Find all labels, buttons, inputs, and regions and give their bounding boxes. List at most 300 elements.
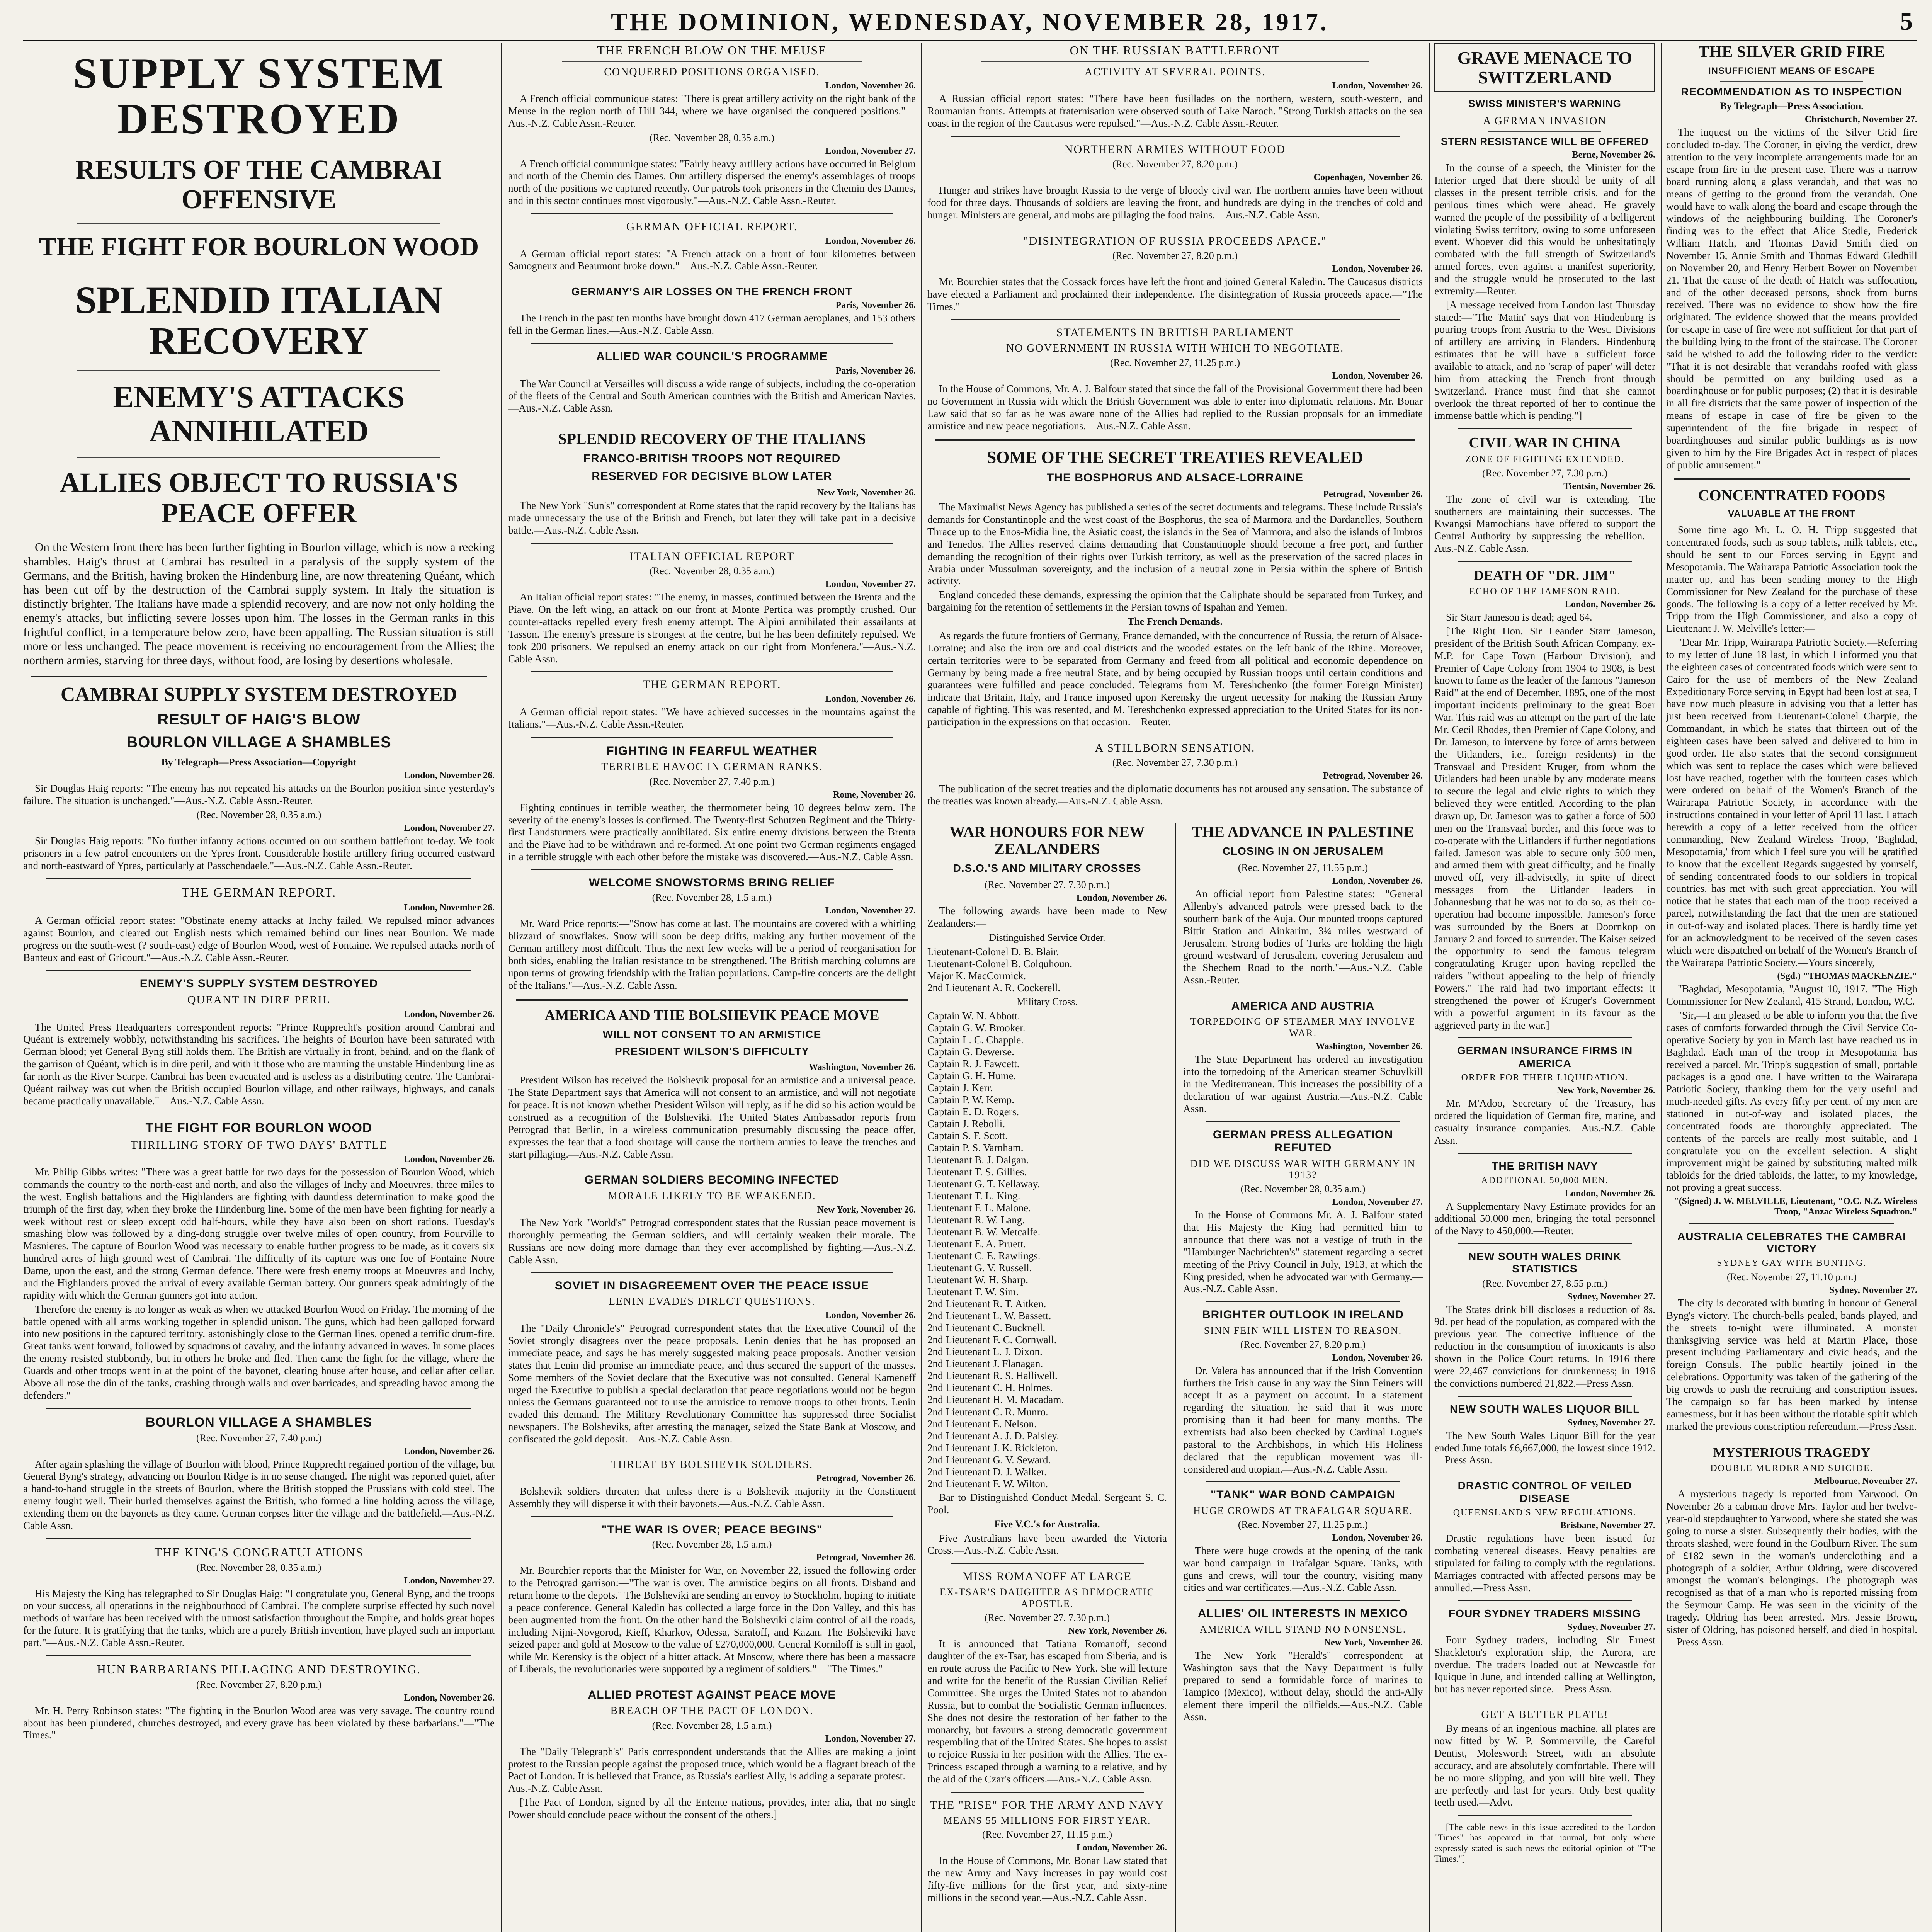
subheading: DOUBLE MURDER AND SUICIDE.: [1710, 1463, 1873, 1473]
received-time: (Rec. November 27, 7.30 p.m.): [1112, 757, 1238, 769]
award-list-item: Captain S. F. Scott.: [927, 1130, 1008, 1142]
dateline: London, November 26.: [1076, 893, 1167, 903]
headline-enemy: ENEMY'S ATTACKS ANNIHILATED: [113, 380, 405, 448]
dateline: Berne, November 26.: [1572, 150, 1655, 160]
heading: FIGHTING IN FEARFUL WEATHER: [606, 743, 818, 758]
received-time: (Rec. November 28, 0.35 a.m.): [196, 1561, 321, 1573]
award-list-item: 2nd Lieutenant D. J. Walker.: [927, 1466, 1047, 1478]
heading: DEATH OF "DR. JIM": [1474, 568, 1616, 583]
award-list-item: Lieutenant W. H. Sharp.: [927, 1274, 1028, 1286]
paragraph: The following awards have been made to New Zealanders:—: [927, 905, 1167, 929]
heading: THE ADVANCE IN PALESTINE: [1192, 823, 1414, 841]
award-list-item: 2nd Lieutenant J. K. Rickleton.: [927, 1442, 1058, 1454]
column-1: [23, 43, 495, 1932]
heading: AMERICA AND AUSTRIA: [1231, 999, 1375, 1012]
divider: [951, 1563, 1144, 1564]
award-list-item: 2nd Lieutenant F. C. Cornwall.: [927, 1334, 1057, 1346]
dateline: London, November 27.: [1332, 1197, 1423, 1208]
heading: CAMBRAI SUPPLY SYSTEM DESTROYED: [60, 683, 457, 706]
award-list-item: Captain W. N. Abbott.: [927, 1010, 1020, 1022]
heading: THE FIGHT FOR BOURLON WOOD: [145, 1120, 372, 1135]
dateline: London, November 26.: [1332, 1532, 1423, 1543]
heading: THE FRENCH BLOW ON THE MEUSE: [597, 43, 827, 57]
paragraph: Four Sydney traders, including Sir Ernest Shackleton's exploration ship, the Aurora, are overdue. The traders loaded out at Newcastle for Iquique in June, and intended calling at Wellington, but has never reported since.—Press Assn.: [1434, 1634, 1655, 1695]
heading: FOUR SYDNEY TRADERS MISSING: [1449, 1607, 1641, 1619]
divider: [1674, 478, 1910, 480]
divider: [1458, 561, 1632, 562]
paragraph: The New York "World's" Petrograd correspondent states that the Russian peace movement is thoroughly permeating the German soldiers, and will certainly weaken their morale. The Russians are now doing more damage than they ever accomplished by fighting.—Aus.-N.Z. Cable Assn.: [508, 1217, 916, 1265]
paragraph: His Majesty the King has telegraphed to Sir Douglas Haig: "I congratulate you, General Byng, and the troops on your success, all operations in the neighbourhood of Cambrai. The complete surprise effected by such novel methods of warfare has been received with the utmost satisfaction throughout the Empire, and holds great hopes for the future. It is gratifying that the tanks, which are a purely British invention, have played such an important part."—Aus.-N.Z. Cable Assn.-Reuter.: [23, 1587, 495, 1648]
heading: THE SILVER GRID FIRE: [1698, 43, 1885, 61]
received-time: (Rec. November 27, 11.55 p.m.): [1238, 862, 1368, 874]
credit: By Telegraph—Press Association.: [1720, 100, 1864, 112]
paragraph: Dr. Valera has announced that if the Irish Convention furthers the Irish cause in any way the Sinn Feiners will accept it as a payment on account. In a statement regarding the situation, he said that it was more promising than it had been for many months. The extremists had also been checked by Cardinal Logue's pastoral to the Archbishops, in which His Holiness declared that the republican movement was ill-considered and utopian.—Aus.-N.Z. Cable Assn.: [1183, 1364, 1423, 1475]
award-list-item: Captain P. W. Kemp.: [927, 1094, 1015, 1106]
dateline: London, November 26.: [404, 903, 495, 913]
divider: [935, 815, 1415, 816]
received-time: (Rec. November 28, 1.5 a.m.): [652, 1719, 772, 1731]
divider: [1458, 1396, 1632, 1397]
divider: [516, 422, 908, 423]
dateline: Paris, November 26.: [835, 366, 916, 376]
heading: AMERICA AND THE BOLSHEVIK PEACE MOVE: [544, 1007, 879, 1024]
subcolumn-left: [927, 823, 1167, 1906]
dateline: Washington, November 26.: [809, 1062, 916, 1073]
headline-supply-system: SUPPLY SYSTEM DESTROYED: [73, 49, 445, 143]
heading: CIVIL WAR IN CHINA: [1469, 435, 1621, 451]
paragraph: Sir Douglas Haig reports: "The enemy has not repeated his attacks on the Bourlon position since yesterday's failure. The situation is unchanged."—Aus.-N.Z. Cable Assn.-Reuter.: [23, 782, 495, 806]
paragraph: An Italian official report states: "The enemy, in masses, continued between the Brenta and the Piave. On the left wing, an attack on our front at Monte Pertica was promptly crushed. Our counter-attacks repelled every fresh enemy attempt. The Alpini annihilated their assailants at Tasson. The enemy's pressure is strongest at the centre, but he has been definitely repulsed. We took 200 prisoners. We repulsed an enemy attack on our right from Monfenera."—Aus.-N.Z. Cable Assn.: [508, 591, 916, 665]
paragraph: The New York "Sun's" correspondent at Rome states that the rapid recovery by the Italians has made unnecessary the use of the British and French, but later they will take part in a decisive battle.—Aus.-N.Z. Cable Assn.: [508, 500, 916, 536]
dateline: Sydney, November 27.: [1567, 1622, 1655, 1632]
received-time: (Rec. November 28, 1.5 a.m.): [652, 1539, 772, 1550]
divider: [951, 136, 1400, 137]
paragraph: It is announced that Tatiana Romanoff, second daughter of the ex-Tsar, has escaped from Siberia, and is en route across the Pacific to New York. She will lecture and write for the benefit of the Russian Civilian Relief Committee. She urges the United States not to abandon Russia, but to combat the Socialistic German influences. She does not desire the restoration of her father to the monarchy, but favours a strong democratic government respembling that of the United States. She hopes to assist to rejoice Russia in her position with the Allies. The ex-Princess escaped through a warning to a relative, and by the aid of the Czar's officers.—Aus.-N.Z. Cable Assn.: [927, 1638, 1167, 1785]
received-time: (Rec. November 27, 7.30 p.m.): [1482, 467, 1608, 479]
paragraph: The French in the past ten months have brought down 417 German aeroplanes, and 153 others fell in the German lines.—Aus.-N.Z. Cable Assn.: [508, 312, 916, 337]
divider: [531, 869, 893, 870]
received-time: (Rec. November 28, 0.35 a.m.): [650, 132, 774, 143]
award-list-item: Lieutenant C. E. Rawlings.: [927, 1250, 1041, 1262]
subheading: EX-TSAR'S DAUGHTER AS DEMOCRATIC APOSTLE.: [939, 1586, 1155, 1609]
dateline: London, November 26.: [825, 1310, 916, 1321]
dateline: London, November 26.: [825, 80, 916, 91]
dateline: London, November 27.: [404, 1575, 495, 1586]
masthead: [23, 5, 1917, 41]
dateline: London, November 26.: [825, 236, 916, 246]
received-time: (Rec. November 28, 1.5 a.m.): [652, 892, 772, 903]
subheading: ADDITIONAL 50,000 MEN.: [1481, 1175, 1609, 1185]
award-list-item: Lieutenant E. A. Pruett.: [927, 1238, 1026, 1250]
heading: CONCENTRATED FOODS: [1698, 486, 1886, 504]
divider: [1206, 1301, 1400, 1302]
heading: THE "RISE" FOR THE ARMY AND NAVY: [930, 1798, 1165, 1811]
dateline: Petrograd, November 26.: [1323, 771, 1423, 781]
advertisement-heading: GET A BETTER PLATE!: [1481, 1709, 1609, 1721]
headline-peace-offer: ALLIES OBJECT TO RUSSIA'S PEACE OFFER: [60, 467, 458, 529]
subheading: RESERVED FOR DECISIVE BLOW LATER: [592, 470, 832, 483]
paragraph: In the House of Commons, Mr. A. J. Balfour stated that since the fall of the Provisional Government there had been no Government in Russia with which the British Government was able to enter into diplomatic relations. Mr. Bonar Law said that so far as he was aware none of the Allies had replied to the Russian proposals for an immediate armistice and new peace negotiations.—Aus.-N.Z. Cable Assn.: [927, 383, 1423, 432]
award-list-item: 2nd Lieutenant J. Flanagan.: [927, 1358, 1043, 1370]
paragraph: Some time ago Mr. L. O. H. Tripp suggested that concentrated foods, such as soup tablets, milk tablets, etc., should be sent to our Forces serving in Egypt and Mesopotamia. The Wairarapa Patriotic Association took the matter up, and has been sending money to the High Commissioner for New Zealand for the purchase of these goods. The following is a copy of a letter received by Mr. Tripp from the High Commissioner, and also a copy of Lieutenant J. W. Melville's letter:—: [1666, 524, 1917, 634]
paragraph: A Russian official report states: "There have been fusillades on the northern, western, south-western, and Roumanian fronts. Attempts at fraternisation were observed south of Lake Naroch. "Strong Turkish attacks on the sea coast in the region of the Caucasus were repulsed."—Aus.-N.Z. Cable Assn.-Reuter.: [927, 92, 1423, 129]
award-list-item: Major K. MacCormick.: [927, 969, 1026, 981]
heading: GERMAN PRESS ALLEGATION REFUTED: [1213, 1128, 1393, 1155]
paragraph: The "Daily Telegraph's" Paris correspondent understands that the Allies are making a joint protest to the Russian people against the proposed truce, which would be a flagrant breach of the Pact of London. It is believed that France, as Russia's earliest Ally, is adding a separate protest.—Aus.-N.Z. Cable Assn.: [508, 1745, 916, 1794]
divider: [1458, 428, 1632, 429]
paragraph: The War Council at Versailles will discuss a wide range of subjects, including the co-operation of the fleets of the Central and South American countries with the British and American Navies.—Aus.-N.Z. Cable Assn.: [508, 378, 916, 414]
column-2: [508, 43, 916, 1932]
heading: ALLIED PROTEST AGAINST PEACE MOVE: [588, 1688, 836, 1701]
received-time: (Rec. November 27, 11.25 p.m.): [1238, 1519, 1368, 1530]
signature: (Sgd.) "THOMAS MACKENZIE.": [1777, 971, 1917, 981]
divider: [77, 223, 440, 224]
subheading: PRESIDENT WILSON'S DIFFICULTY: [614, 1045, 810, 1058]
received-time: (Rec. November 27, 7.30 p.m.): [984, 1612, 1110, 1623]
subheading: MEANS 55 MILLIONS FOR FIRST YEAR.: [943, 1815, 1151, 1827]
dateline: New York, November 26.: [1068, 1626, 1167, 1636]
subheading: AMERICA WILL STAND NO NONSENSE.: [1199, 1623, 1406, 1635]
subheading: RECOMMENDATION AS TO INSPECTION: [1681, 86, 1903, 98]
received-time: (Rec. November 27, 7.30 p.m.): [984, 879, 1110, 891]
heading: ALLIED WAR COUNCIL'S PROGRAMME: [596, 350, 828, 363]
subheading: QUEENSLAND'S NEW REGULATIONS.: [1453, 1507, 1637, 1518]
masthead-title: THE DOMINION, WEDNESDAY, NOVEMBER 28, 1917.: [611, 8, 1329, 36]
divider: [951, 319, 1400, 320]
award-list-item: Lieutenant-Colonel D. B. Blair.: [927, 946, 1059, 957]
award-list-item: 2nd Lieutenant R. T. Aitken.: [927, 1298, 1046, 1310]
award-list-item: 2nd Lieutenant C. Bucknell.: [927, 1322, 1046, 1334]
heading: THE GERMAN REPORT.: [643, 678, 781, 691]
divider: [981, 61, 1369, 62]
divider: [562, 61, 862, 62]
award-list-item: 2nd Lieutenant A. J. D. Paisley.: [927, 1430, 1059, 1442]
dateline: London, November 26.: [404, 770, 495, 781]
dateline: Sydney, November 27.: [1829, 1285, 1917, 1295]
award-list-item: 2nd Lieutenant R. S. Halliwell.: [927, 1370, 1058, 1382]
column-3: [927, 43, 1423, 1932]
paragraph: The New South Wales Liquor Bill for the year ended June totals £6,667,000, the lowest since 1912.—Press Assn.: [1434, 1429, 1655, 1466]
subheading: BREACH OF THE PACT OF LONDON.: [610, 1705, 814, 1717]
divider: [1206, 1121, 1400, 1122]
divider: [1458, 1153, 1632, 1154]
paragraph: The New York "Herald's" correspondent at Washington says that the Navy Department is fully prepared to send a formidable force of marines to Tampico (Mexico), without delay, should the anti-Ally element there imperil the oilfields.—Aus.-N.Z. Cable Assn.: [1183, 1649, 1423, 1723]
heading: ITALIAN OFFICIAL REPORT: [629, 549, 795, 563]
dateline: Petrograd, November 26.: [816, 1473, 916, 1483]
dateline: London, November 26.: [404, 1009, 495, 1019]
paragraph: England conceded these demands, expressing the opinion that the Caliphate should be separated from Turkey, and bargaining for the retention of settlements in the Persian towns of Ispahan and Yemen.: [927, 589, 1423, 613]
dateline: London, November 26.: [404, 1692, 495, 1703]
received-time: (Rec. November 27, 8.20 p.m.): [196, 1679, 322, 1690]
dateline: London, November 27.: [825, 1733, 916, 1744]
dateline: New York, November 26.: [1324, 1637, 1423, 1648]
subheading: INSUFFICIENT MEANS OF ESCAPE: [1708, 66, 1876, 77]
subheading: D.S.O.'S AND MILITARY CROSSES: [953, 862, 1141, 874]
paragraph: Bar to Distinguished Conduct Medal. Sergeant S. C. Pool.: [927, 1491, 1167, 1515]
award-list-item: Captain R. J. Fawcett.: [927, 1058, 1020, 1070]
heading: STATEMENTS IN BRITISH PARLIAMENT: [1056, 326, 1294, 339]
heading: "THE WAR IS OVER; PEACE BEGINS": [601, 1523, 823, 1536]
split-columns: [927, 823, 1423, 1932]
heading: WAR HONOURS FOR NEW ZEALANDERS: [949, 823, 1145, 858]
advertisement: By means of an ingenious machine, all plates are now fitted by W. P. Sommerville, the Careful Dentist, Molesworth Street, with an absolute accuracy, and are absolutely comfortable. There will be no more slipping, and you will bite well. They are perfectly and last for years. Only best quality teeth used.—Advt.: [1434, 1723, 1655, 1808]
dateline: London, November 26.: [1332, 80, 1423, 91]
paragraph: Sir Starr Jameson is dead; aged 64.: [1446, 611, 1592, 623]
award-list-item: Lieutenant B. W. Metcalfe.: [927, 1226, 1041, 1238]
dateline: Petrograd, November 26.: [816, 1553, 916, 1563]
heading: GERMAN INSURANCE FIRMS IN AMERICA: [1457, 1044, 1633, 1069]
award-list-item: Lieutenant G. T. Kellaway.: [927, 1178, 1040, 1190]
heading: MYSTERIOUS TRAGEDY: [1713, 1446, 1871, 1460]
received-time: (Rec. November 27, 7.40 p.m.): [196, 1432, 322, 1444]
subheading: CONQUERED POSITIONS ORGANISED.: [604, 66, 820, 78]
paragraph: Mr. Ward Price reports:—"Snow has come at last. The mountains are covered with a whirling blizzard of snowflakes. Snow will soon be deep drifts, making any further movement of the German artillery most difficult. Thus the next few weeks will be a period of reorganisation for both sides, enabling the Italian resistance to be strengthened. The British marching columns are upon terms of growing friendship with the Italian populations. Camp-fire concerts are the delight of the Italians."—Aus.-N.Z. Cable Assn.: [508, 918, 916, 991]
subheading: VALUABLE AT THE FRONT: [1728, 509, 1855, 519]
heading: WELCOME SNOWSTORMS BRING RELIEF: [588, 876, 835, 889]
divider: [46, 878, 471, 879]
heading: SOME OF THE SECRET TREATIES REVEALED: [986, 447, 1364, 467]
divider: [516, 999, 908, 1001]
heading: SOVIET IN DISAGREEMENT OVER THE PEACE ISSUE: [554, 1279, 869, 1292]
signature: "(Signed) J. W. MELVILLE, Lieutenant, "O.C. N.Z. Wireless Troop, "Anzac Wireless Squadron.": [1673, 1196, 1917, 1217]
credit: By Telegraph—Press Association—Copyright: [161, 756, 357, 768]
paragraph: A French official communique states: "There is great artillery activity on the right bank of the Meuse in the region north of Hill 344, where we have organised the conquered positions."—Aus.-N.Z. Cable Assn.-Reuter.: [508, 92, 916, 129]
paragraph: An official report from Palestine states:—"General Allenby's advanced patrols were pressed back to the southern bank of the Auja. Our mounted troops captured Bittir Station and Ainkarim, 3¼ miles westward of Jerusalem. Strong bodies of Turks are holding the high ground westward of Jerusalem, covering Jerusalem and the Shechem Road to the north."—Aus.-N.Z. Cable Assn.-Reuter.: [1183, 888, 1423, 986]
award-list-item: 2nd Lieutenant E. Nelson.: [927, 1418, 1037, 1430]
received-time: (Rec. November 27, 8.20 p.m.): [1240, 1338, 1366, 1350]
paragraph: A Supplementary Navy Estimate provides for an additional 50,000 men, bringing the total personnel of the Navy to 450,000.—Reuter.: [1434, 1200, 1655, 1237]
received-time: (Rec. November 28, 0.35 a.m.): [196, 809, 321, 821]
paragraph: Sir Douglas Haig reports: "No further infantry actions occurred on our southern battlefront to-day. We took prisoners in a few patrol encounters on the Ypres front. Considerable hostile artillery firing occurred eastward and north-eastward of Ypres, particularly at Passchendaele."—Aus.-N.Z. Cable Assn.-Reuter.: [23, 835, 495, 872]
award-list-item: Captain P. S. Varnham.: [927, 1142, 1024, 1154]
dateline: Washington, November 26.: [1316, 1041, 1423, 1052]
paragraph: "Baghdad, Mesopotamia, "August 10, 1917. "The High Commissioner for New Zealand, 415 Strand, London, W.C.: [1666, 983, 1917, 1007]
award-list-item: Lieutenant T. S. Gillies.: [927, 1166, 1027, 1178]
received-time: (Rec. November 27, 8.55 p.m.): [1482, 1277, 1608, 1289]
paragraph: Mr. Bourchier states that the Cossack forces have left the front and joined General Kaledin. The Caucasus districts have elected a Parliament and proclaimed their independence. The disintegration of Russia proceeds apace.—"The Times.": [927, 276, 1423, 312]
dateline: London, November 27.: [825, 579, 916, 590]
award-list-item: Lieutenant G. V. Russell.: [927, 1262, 1032, 1274]
dateline: London, November 26.: [825, 694, 916, 704]
paragraph: Hunger and strikes have brought Russia to the verge of bloody civil war. The northern armies have been without food for three days. Thousands of soldiers are leaving the front, and hundreds are dying in the trenches of cold and hunger. Ministers are general, and mobs are pillaging the food trains.—Aus.-N.Z. Cable Assn.: [927, 184, 1423, 221]
subheading: ECHO OF THE JAMESON RAID.: [1469, 586, 1621, 597]
award-list-item: 2nd Lieutenant A. R. Cockerell.: [927, 981, 1061, 993]
received-time: (Rec. November 27, 11.25 p.m.): [1110, 357, 1240, 369]
dateline: New York, November 26.: [817, 488, 916, 498]
paragraph: The Maximalist News Agency has published a series of the secret documents and telegrams. These include Russia's demands for Constantinople and the west coast of the Bosphorus, the sea of Marmora and the Dardanelles, Southern Thrace up to the Enos-Midia line, the Asiatic coast, the islands in the Sea of Marmora, and also the islands of Imbros and Tenedos. The Allies reserved claims demanding that Constantinople should become a free port, and further demanding the recognition of their rights over Turkish territory, as well as the preservation of the sacred places in Arabia under Mussulman sovereignty, and the inclusion of a neutral zone in Persia within the sphere of British activity.: [927, 501, 1423, 587]
dateline: Tientsin, November 26.: [1563, 481, 1655, 492]
paragraph: "Sir,—I am pleased to be able to inform you that the five cases of comforts forwarded through the Civil Service Co-operative Society by you in March last have reached us in Baghdad. Each man of the troop in Mesopotamia has received a parcel. Mr. Tripp's suggestion of small, portable packages is a good one. I have written to the Wairarapa Patriotic Society, thanking them for the very useful and much-needed gifts. As every fifty per cent. of my men are stationed in out-of-way and isolated places, the concentrated foods are thoroughly appreciated. The contents of the parcels are really most suitable, and I congratulate you on the excellent selection. A slight improvement might be gained by substituting malted milk tabloids for the dried tabloids, the latter, to my knowledge, not proving a great success.: [1666, 1009, 1917, 1194]
paragraph: [The Right Hon. Sir Leander Starr Jameson, president of the British South African Company, ex-M.P. for Cape Town (Harbour Division), and Premier of Cape Colony from 1904 to 1908, is best known to fame as the leader of the famous "Jameson Raid" at the end of December, 1895, one of the most important incidents preliminary to the great Boer War. This raid was an attempt on the part of the late Mr. Cecil Rhodes, then Premier of Cape Colony, and Dr. Jameson, to intervene by force of arms between the Uitlanders, i.e., foreign residents) in the Transvaal and President Kruger, from whom the Uitlanders had been unable by any moderate means to secure the legal and civic rights to which they believed they were entitled. According to the plan drawn up, Dr. Jameson was to gather a force of 500 men on the Transvaal border, and this force was to co-operate with the Uitlanders if further negotiations failed. Jameson was able to secure only 500 men, and armed them with great difficulty; and he finally moved off, very ill-advisedly, in spite of direct messages from the Uitlander leaders in Johannesburg that he was not to do so, as their co-operation had become impossible. Jameson's force was surrounded by the Boers at Doornkop on January 2 and forced to surrender. The Kaiser seized the opportunity to send the famous telegram congratulating Kruger upon having repelled the raiders "without appealing to the help of friendly Powers." The raid had two important effects: it strengthened the power of Kruger's Government with a powerful argument in its favour as the aggrieved party in the war.]: [1434, 625, 1655, 1031]
divider: [1206, 1481, 1400, 1482]
award-list-item: Captain E. D. Rogers.: [927, 1106, 1019, 1118]
subheading: SINN FEIN WILL LISTEN TO REASON.: [1204, 1325, 1402, 1336]
award-list-item: Captain G. W. Brooker.: [927, 1022, 1026, 1034]
paragraph: Mr. H. Perry Robinson states: "The fighting in the Bourlon Wood area was very savage. The country round about has been plundered, churches destroyed, and every grave has been violated by these barbarians."—"The Times.": [23, 1704, 495, 1741]
paragraph: There were huge crowds at the opening of the tank war bond campaign in Trafalgar Square. Tanks, with guns and crews, will tour the country, visiting many cities and war certificates.—Aus.-N.Z. Cable Assn.: [1183, 1544, 1423, 1594]
paragraph: A German official report states: "We have achieved successes in the mountains against the Italians."—Aus.-N.Z. Cable Assn.-Reuter.: [508, 706, 916, 730]
award-list-item: 2nd Lieutenant L. W. Bassett.: [927, 1310, 1051, 1322]
paragraph: The United Press Headquarters correspondent reports: "Prince Rupprecht's position around Cambrai and Quéant is extremely wobbly, notwithstanding his sacrifices. The heights of Bourlon have been saturated with German blood; yet General Byng still holds them. The British are virtually in front, behind, and on the flank of the garrison of Quéant, which is in dire peril, and with it those who are manning the unstable Hindenburg line as far north as the River Scarpe. Cambrai has been evacuated and is useless as a distributing centre. The Cambrai-Quéant railway was cut when the British occupied Bourlon village, and other railways, highways, and canals became practically unavailable."—Aus.-N.Z. Cable Assn.: [23, 1021, 495, 1107]
dateline: New York, November 26.: [817, 1205, 916, 1215]
paragraph: The "Daily Chronicle's" Petrograd correspondent states that the Executive Council of the Soviet strongly disagrees over the peace proposals. Lenin denies that he has proposed an immediate peace, and says he has merely suggested making peace proposals. Another version states that Lenin did promise an immediate peace, and thus secured the support of the masses. Some members of the Soviet declare that the Executive was not consulted. General Kameneff urged the Executive to publish a special declaration that peace negotiations would not be begun unless the Germans guaranteed not to use the armistice to remove troops to other fronts. Lenin evaded this demand. The Military Revolutionary Committee has suppressed three Socialist newspapers. The Bolsheviks, after arresting the manager, seized the State Bank at Moscow, and confiscated the gold deposit.—Aus.-N.Z. Cable Assn.: [508, 1322, 916, 1445]
divider: [1206, 1600, 1400, 1601]
subheading: THRILLING STORY OF TWO DAYS' BATTLE: [130, 1138, 388, 1151]
dateline: London, November 27.: [825, 906, 916, 916]
dateline: London, November 26.: [404, 1154, 495, 1165]
heading: A STILLBORN SENSATION.: [1095, 741, 1255, 754]
headline-cambrai: RESULTS OF THE CAMBRAI OFFENSIVE: [75, 155, 442, 215]
section-heading: The French Demands.: [1128, 616, 1223, 627]
divider: [531, 1272, 893, 1273]
paragraph: [A message received from London last Thursday stated:—"The 'Matin' says that von Hindenburg is pouring troops from Austria to the West. Divisions of artillery are arriving in Flanders. Hindenburg estimates that he will have a sufficient force available to attack, and no 'scrap of paper' will deter him from attacking the French front through Switzerland. France must find that she cannot overlook the threat reported of her to continue the immense battle which is pending."]: [1434, 299, 1655, 422]
received-time: (Rec. November 27, 7.40 p.m.): [649, 776, 775, 787]
dateline: Copenhagen, November 26.: [1313, 172, 1423, 183]
paragraph: In the course of a speech, the Minister for the Interior urged that there should be unity of all classes in the present terrible crisis, and for the perilous times which were ahead. He gravely warned the people of the possibility of a belligerent violating Swiss territory, owing to some unforeseen event. Whoever did this would be unhesitatingly combated with the full strength of Switzerland's armed forces, even against a manifest superiority, and the struggle would be prosecuted to the last extremity.—Reuter.: [1434, 162, 1655, 297]
divider: [531, 737, 893, 738]
paragraph: The city is decorated with bunting in honour of General Byng's victory. The church-bells pealed, bands played, and the streets to-night were illuminated. A monster thanksgiving service was held at Martin Place, those present including Parliamentary and civic heads, and the foreign Consuls. The public heartily joined in the celebrations. Opportunity was taken of the gathering of the big crowds to push the recruiting and conscription issues. The campaign so far has been marked by intense earnestness, but it has been without the riotable spirit which marked the previous conscription referendum.—Press Assn.: [1666, 1297, 1917, 1432]
award-list-item: Captain J. Rebolli.: [927, 1118, 1005, 1130]
award-list-item: Lieutenant F. L. Malone.: [927, 1202, 1031, 1214]
received-time: (Rec. November 28, 0.35 a.m.): [1240, 1183, 1366, 1195]
award-list-item: Lieutenant T. L. King.: [927, 1190, 1020, 1202]
dateline: Paris, November 26.: [835, 300, 916, 311]
paragraph: After again splashing the village of Bourlon with blood, Prince Rupprecht regained portion of the village, but General Byng's strategy, advancing on Bourlon Ridge is in no sense changed. The night was reported quiet, after a hand-to-hand struggle in the streets of Bourlon, where the British stopped the Prussians with cold steel. The enemy fought well. Their hurled themselves against the British, who formed a line holding across the village, extending them on the bayonets as they came. German corpses litter the village and the battlefield.—Aus.-N.Z. Cable Assn.: [23, 1458, 495, 1531]
dateline: Melbourne, November 27.: [1814, 1476, 1917, 1486]
award-list-item: Captain G. H. Hume.: [927, 1070, 1016, 1082]
received-time: (Rec. November 27, 8.20 p.m.): [1112, 158, 1238, 170]
heading: GERMANY'S AIR LOSSES ON THE FRENCH FRONT: [571, 286, 852, 298]
heading: NORTHERN ARMIES WITHOUT FOOD: [1064, 143, 1286, 156]
paragraph: The inquest on the victims of the Silver Grid fire concluded to-day. The Coroner, in giving the verdict, drew attention to the very incomplete arrangements made for an escape from fire in the present case. There was a narrow board running along a glass verandah, and that was no means of getting to the ground from the verandah. One would have to walk along the board and escape through the windows of the neighbouring building. The Coroner's finding was to the effect that Alice Stedle, Frederick William Hatch, and Thomas David Smith died on November 15, Annie Smith and Thomas Edward Gledhill on November 20, and Henry Herbert Bower on November 21. That the cause of the death of Hatch was suffocation, and of the other deceased persons, shock from burns received. There was no evidence to show how the fire originated. The evidence showed that the means provided for escape in case of fire were not sufficient for that part of the building lying to the front of the staircase. The Coroner said he wished to add the following rider to the verdict: "That it is not desirable that verandahs roofed with glass should be permitted on any building used as a boardinghouse or for public purposes; (2) that it is desirable in all fire districts that the same power of inspection of the means of escape in case of fire be given to the superintendent of the fire brigade in respect of boardinghouses and similar public buildings as is now given to him by the Fire Brigades Act in respect of places of public amusement.": [1666, 126, 1917, 471]
heading: "TANK" WAR BOND CAMPAIGN: [1211, 1488, 1395, 1502]
editorial-note: [The cable news in this issue accredited to the London "Times" has appeared in that journal, but only where expressly stated is such news the editorial opinion of "The Times."]: [1434, 1822, 1655, 1864]
column-5: [1434, 43, 1655, 1932]
divider: [1458, 1037, 1632, 1038]
mc-list: [927, 1010, 1167, 1490]
award-list-item: 2nd Lieutenant C. H. Holmes.: [927, 1382, 1053, 1394]
award-list-item: 2nd Lieutenant G. V. Seward.: [927, 1454, 1051, 1466]
heading: ON THE RUSSIAN BATTLEFRONT: [1070, 43, 1281, 57]
award-list-item: Captain L. C. Chapple.: [927, 1034, 1024, 1046]
divider: [77, 457, 440, 458]
divider: [935, 439, 1415, 441]
received-time: (Rec. November 27, 11.15 p.m.): [982, 1829, 1112, 1840]
award-list-item: Lieutenant B. J. Dalgan.: [927, 1154, 1029, 1166]
boxed-article: [1434, 43, 1655, 92]
divider: [77, 370, 440, 371]
heading: HUN BARBARIANS PILLAGING AND DESTROYING.: [97, 1662, 421, 1676]
heading: BRIGHTER OUTLOOK IN IRELAND: [1202, 1308, 1404, 1321]
dateline: London, November 26.: [1332, 264, 1423, 274]
heading: MISS ROMANOFF AT LARGE: [963, 1570, 1132, 1583]
paragraph: Mr. Bourchier reports that the Minister for War, on November 22, issued the following order to the Petrograd garrison:—"The war is over. The armistice begins on all fronts. Disband and return home to the depots." The Bolsheviki are sending an envoy to Stockholm, hoping to initiate a peace conference. General Kaledin has collected a large force in the Don Valley, and this has been augmented from the front. On the other hand the Bolsheviki claim control of all the roads, including Nijni-Novgorod, Kieff, Kharkov, Odessa, Saratoff, and Kazan. The Bolsheviki have seized paper and gold at Moscow to the value of £270,000,000. General Korniloff is still in gaol, while Mr. Kerensky is the object of a bitter attack. At Moscow, where there has been a massacre of Liberals, the revolutionaries were supported by a regiment of soldiers."—"The Times.": [508, 1565, 916, 1675]
award-list-item: 2nd Lieutenant C. R. Munro.: [927, 1406, 1048, 1418]
dateline: London, November 27.: [825, 146, 916, 156]
divider: [1488, 131, 1601, 132]
divider: [46, 1655, 471, 1656]
heading: GRAVE MENACE TO SWITZERLAND: [1457, 48, 1633, 87]
subheading: CLOSING IN ON JERUSALEM: [1222, 845, 1384, 857]
heading: GERMAN SOLDIERS BECOMING INFECTED: [584, 1173, 840, 1187]
subheading: TORPEDOING OF STEAMER MAY INVOLVE WAR.: [1190, 1016, 1416, 1039]
subheading: DID WE DISCUSS WAR WITH GERMANY IN 1913?: [1190, 1158, 1416, 1181]
paragraph: President Wilson has received the Bolshevik proposal for an armistice and a universal peace. The State Department says that America will not consent to an armistice, and will not negotiate for peace. It is not known whether President Wilson will reply, as if he did so his action would be construed as a recognition of the Bolsheviki. The United States Ambassador reports from Petrograd that Berlin, in a wireless communication presumably discussing the peace offer, expresses the fear that a food shortage will cause the northern armies to leave the trenches and start pillaging.—Aus.-N.Z. Cable Assn.: [508, 1074, 916, 1160]
award-list-item: Lieutenant-Colonel B. Colquhoun.: [927, 957, 1072, 969]
dso-list: [927, 946, 1167, 994]
dateline: Sydney, November 27.: [1567, 1291, 1655, 1302]
dateline: Rome, November 26.: [833, 789, 916, 800]
divider: [1458, 1243, 1632, 1244]
dateline: Sydney, November 27.: [1567, 1417, 1655, 1428]
headline-italian: SPLENDID ITALIAN RECOVERY: [75, 278, 443, 362]
paragraph: The State Department has ordered an investigation into the torpedoing of the American steamer Schuylkill in the Mediterranean. This increases the possibility of a declaration of war against Austria.—Aus.-N.Z. Cable Assn.: [1183, 1053, 1423, 1114]
heading: NEW SOUTH WALES LIQUOR BILL: [1449, 1403, 1640, 1415]
paragraph: A German official report states: "Obstinate enemy attacks at Inchy failed. We repulsed minor advances against Bourlon, and cleared out English nests which remained behind our lines near Bourlon. We made progress on the south-west (? south-east) edge of Bourlon Wood, west of Fontaine. We repulsed attacks north of Banteux and east of Gricourt."—Aus.-N.Z. Cable Assn.-Reuter.: [23, 915, 495, 963]
paragraph: In the House of Commons Mr. A. J. Balfour stated that His Majesty the King had permitted him to announce that there was not a vestige of truth in the "Hamburger Nachrichten's" statement regarding a secret meeting of the Privy Council in July, 1913, at which the King presided, when he advocated war with Germany.—Aus.-N.Z. Cable Assn.: [1183, 1209, 1423, 1295]
headline-bourlon: THE FIGHT FOR BOURLON WOOD: [39, 232, 479, 262]
subheading: ZONE OF FIGHTING EXTENDED.: [1465, 454, 1624, 465]
subheading: FRANCO-BRITISH TROOPS NOT REQUIRED: [583, 452, 841, 465]
column-rule: [1429, 43, 1430, 1932]
paragraph: A German official report states: "A French attack on a front of four kilometres between Samogneux and Beaumont broke down."—Aus.-N.Z. Cable Assn.-Reuter.: [508, 248, 916, 272]
paragraph: Mr. M'Adoo, Secretary of the Treasury, has ordered the liquidation of German fire, marine, and casualty insurance companies.—Aus.-N.Z. Cable Assn.: [1434, 1097, 1655, 1146]
dateline: London, November 26.: [1332, 371, 1423, 381]
subheading: A GERMAN INVASION: [1483, 115, 1607, 128]
heading: GERMAN OFFICIAL REPORT.: [626, 220, 798, 233]
column-6: [1666, 43, 1917, 1932]
dateline: London, November 26.: [1332, 876, 1423, 886]
paragraph: The zone of civil war is extending. The southerners are maintaining their successes. The Kwangsi Mamochians have offered to support the Central Authority by suppressing the rebellion.—Aus.-N.Z. Cable Assn.: [1434, 493, 1655, 554]
dateline: Christchurch, November 27.: [1804, 114, 1917, 125]
dateline: London, November 26.: [1565, 599, 1655, 610]
received-time: (Rec. November 27, 11.10 p.m.): [1726, 1271, 1857, 1282]
dateline: London, November 26.: [1332, 1352, 1423, 1363]
heading: DRASTIC CONTROL OF VEILED DISEASE: [1458, 1480, 1632, 1504]
paragraph: The States drink bill discloses a reduction of 8s. 9d. per head of the population, as compared with the previous year. The corrective influence of the reduction in the consumption of intoxicants is also shown in the Police Court returns. In 1916 there were 22,467 convictions for drunkenness; in 1916 the convictions numbered 21,822.—Press Assn.: [1434, 1303, 1655, 1389]
award-list-item: Lieutenant T. W. Sim.: [927, 1286, 1019, 1298]
subheading: TERRIBLE HAVOC IN GERMAN RANKS.: [601, 761, 823, 773]
heading: THREAT BY BOLSHEVIK SOLDIERS.: [611, 1458, 813, 1471]
divider: [1720, 81, 1863, 82]
subheading: RESULT OF HAIG'S BLOW: [157, 711, 361, 728]
subheading: NO GOVERNMENT IN RUSSIA WITH WHICH TO NEGOTIATE.: [1006, 342, 1344, 355]
award-list-item: 2nd Lieutenant F. W. Wilton.: [927, 1478, 1048, 1490]
divider: [31, 675, 487, 677]
paragraph: [The Pact of London, signed by all the Entente nations, provides, inter alia, that no single Power should conclude peace without the consent of the others.]: [508, 1796, 916, 1820]
dateline: London, November 26.: [1076, 1843, 1167, 1853]
section-heading: Five V.C.'s for Australia.: [994, 1518, 1100, 1530]
dateline: Petrograd, November 26.: [1323, 489, 1423, 500]
heading: SPLENDID RECOVERY OF THE ITALIANS: [558, 430, 866, 448]
dateline: New York, November 26.: [1556, 1085, 1655, 1096]
paragraph: Mr. Philip Gibbs writes: "There was a great battle for two days for the possession of Bourlon Wood, which commands the country to the north-east and north, and also the villages of Inchy and Moeuvres, three miles to the west. English battalions and the Highlanders are fighting with dauntless determination to make good the triumph of the first day, when they broke the Hindenburg line. Some of the men have been fighting for nearly a week without rest or sleep except odd half-hours, while they have also been on short rations. Tuesday's smashing blow was followed by a ding-dong struggle over twelve miles of open country, from Fourville to Masnieres. The capture of Bourlon Wood was necessary to enable further progress to be made, as it covers six hundred acres of high ground west of Cambrai. The difficulty of its capture was one foe of Fontaine Notre Dame, upon the east, and the strong German defence. There were fresh enemy troops at Moeuvres and Inchy, and the Highlanders proved the arrival of every available German battery. Our gunners speak admiringly of the rapidity with which the German gunners got into action.: [23, 1166, 495, 1301]
paragraph: Drastic regulations have been issued for combating venereal diseases. Heavy penalties are stipulated for failing to comply with the regulations. Marriages contracted with affected persons may be annulled.—Press Assn.: [1434, 1532, 1655, 1594]
heading: THE GERMAN REPORT.: [181, 886, 337, 900]
received-time: (Rec. November 27, 8.20 p.m.): [1112, 250, 1238, 262]
subheading: WILL NOT CONSENT TO AN ARMISTICE: [602, 1028, 821, 1041]
subheading: HUGE CROWDS AT TRAFALGAR SQUARE.: [1193, 1505, 1413, 1516]
subheading: QUEANT IN DIRE PERIL: [187, 993, 331, 1007]
divider: [46, 970, 471, 971]
paragraph: A mysterious tragedy is reported from Yarwood. On November 26 a cabman drove Mrs. Taylor and her twelve-year-old stepdaughter to Yarwood, where she stated she was going to nurse a sister. Subsequently their bodies, with the throats slashed, were found in the Goulburn River. The sum of £182 sewn in the woman's underclothing and a photograph of a soldier, Arthur Oldring, were discovered amongst the woman's belongings. The photograph was recognised as that of a man who is reported missing from the Seymour Camp. He was seen in the vicinity of the tragedy. Oldring has been arrested. Mrs. Jessie Brown, sister of Oldring, has poisoned herself, and died in hospital.—Press Assn.: [1666, 1488, 1917, 1648]
paragraph: The publication of the secret treaties and the diplomatic documents has not aroused any sensation. The substance of the treaties was known already.—Aus.-N.Z. Cable Assn.: [927, 783, 1423, 807]
heading: AUSTRALIA CELEBRATES THE CAMBRAI VICTORY: [1677, 1230, 1906, 1255]
received-time: (Rec. November 28, 0.35 a.m.): [650, 565, 774, 577]
heading: ENEMY'S SUPPLY SYSTEM DESTROYED: [139, 977, 378, 990]
subheading: SWISS MINISTER'S WARNING: [1468, 98, 1621, 110]
divider: [46, 1408, 471, 1409]
